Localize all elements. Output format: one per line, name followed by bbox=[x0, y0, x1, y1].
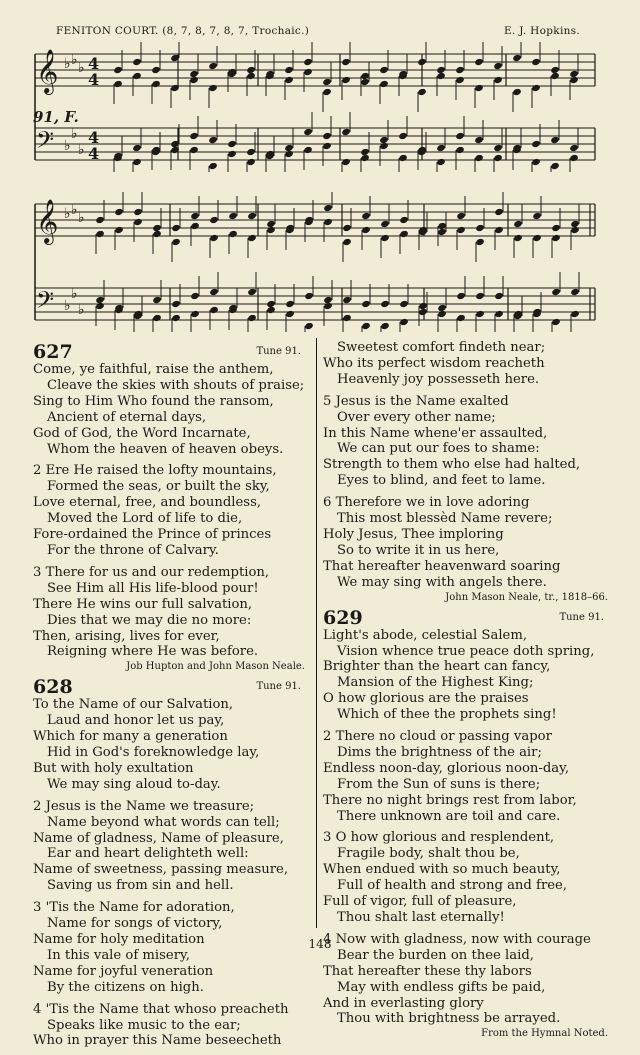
hymn-line: From the Sun of suns is there; bbox=[337, 776, 541, 792]
note-head bbox=[284, 66, 294, 74]
music-staff-svg bbox=[30, 42, 600, 172]
note-head bbox=[455, 66, 465, 74]
note-head bbox=[132, 144, 142, 152]
hymn-line: Which of thee the prophets sing! bbox=[337, 707, 557, 723]
note-head bbox=[361, 226, 371, 234]
hymn-line: Come, ye faithful, raise the anthem, bbox=[33, 362, 274, 377]
note-head bbox=[550, 162, 560, 170]
note-head bbox=[531, 84, 541, 92]
hymn-line: Strength to them who else had halted, bbox=[323, 457, 581, 473]
hymn-line: By the citizens on high. bbox=[47, 979, 204, 995]
note-head bbox=[152, 296, 162, 304]
note-head bbox=[361, 212, 371, 220]
note-head bbox=[227, 150, 237, 158]
bass-clef-icon: 𝄢 bbox=[36, 126, 55, 159]
note-head bbox=[570, 288, 580, 296]
note-head bbox=[399, 300, 409, 308]
note-head bbox=[379, 66, 389, 74]
note-head bbox=[228, 230, 238, 238]
note-head bbox=[512, 88, 522, 96]
time-signature-bottom: 4 bbox=[88, 70, 100, 89]
note-head bbox=[266, 306, 276, 314]
note-head bbox=[436, 144, 446, 152]
hymn-line: This most blessèd Name revere; bbox=[337, 511, 553, 527]
stanza bbox=[33, 697, 305, 792]
hymn-line: Vision whence true peace doth spring, bbox=[337, 643, 595, 659]
note-head bbox=[532, 212, 542, 220]
note-head bbox=[437, 310, 447, 318]
time-signature-bottom: 4 bbox=[88, 144, 100, 163]
note-head bbox=[551, 224, 561, 232]
hymn-line: Formed the seas, or built the sky, bbox=[47, 479, 270, 495]
bass-clef-icon: 𝄢 bbox=[36, 286, 55, 319]
hymn-line: We can put our foes to shame: bbox=[337, 441, 540, 457]
note-head bbox=[398, 132, 408, 140]
hymn-line: There He wins our full salvation, bbox=[33, 596, 253, 612]
note-head bbox=[132, 158, 142, 166]
note-head bbox=[342, 314, 352, 322]
note-head bbox=[189, 132, 199, 140]
composer-credit: E. J. Hopkins. bbox=[503, 25, 580, 37]
note-head bbox=[227, 140, 237, 148]
note-head bbox=[474, 58, 484, 66]
note-head bbox=[342, 296, 352, 304]
hymn-line: Brighter than the heart can fancy, bbox=[323, 659, 551, 675]
hymn-line: Name for joyful veneration bbox=[33, 963, 214, 979]
hymn-line: Ear and heart delighteth well: bbox=[47, 846, 249, 862]
flat-icon: ♭ bbox=[71, 126, 78, 142]
hymn-line: Cleave the skies with shouts of praise; bbox=[47, 377, 305, 393]
hymn-line: May with endless gifts be paid, bbox=[337, 979, 546, 995]
note-head bbox=[190, 212, 200, 220]
hymn-line: Full of vigor, full of pleasure, bbox=[323, 894, 517, 910]
note-head bbox=[399, 318, 409, 326]
stanza bbox=[33, 1002, 305, 1050]
note-head bbox=[455, 146, 465, 154]
note-head bbox=[171, 238, 181, 246]
note-head bbox=[380, 220, 390, 228]
note-head bbox=[285, 300, 295, 308]
hymn-line: Name of gladness, Name of pleasure, bbox=[33, 830, 284, 846]
note-head bbox=[531, 158, 541, 166]
note-head bbox=[208, 162, 218, 170]
hymn-line: Endless noon-day, glorious noon-day, bbox=[323, 760, 570, 776]
note-head bbox=[208, 136, 218, 144]
note-head bbox=[475, 238, 485, 246]
hymn-line: We may sing with angels there. bbox=[337, 574, 547, 590]
flat-icon: ♭ bbox=[78, 302, 85, 318]
column-divider bbox=[316, 338, 317, 928]
hymn-line: And in everlasting glory bbox=[323, 995, 484, 1011]
note-head bbox=[436, 158, 446, 166]
note-head bbox=[550, 136, 560, 144]
note-head bbox=[114, 208, 124, 216]
note-head bbox=[417, 58, 427, 66]
hymn-line: Holy Jesus, Thee imploring bbox=[323, 526, 504, 542]
note-head bbox=[474, 154, 484, 162]
hymn-line: We may sing aloud to-day. bbox=[47, 776, 221, 792]
hymn-line: Full of health and strong and free, bbox=[337, 878, 568, 894]
note-head bbox=[171, 224, 181, 232]
flat-icon: ♭ bbox=[64, 298, 71, 314]
stanza-continued bbox=[323, 340, 608, 388]
note-head bbox=[152, 314, 162, 322]
note-head bbox=[322, 142, 332, 150]
hymn-line: 2 Ere He raised the lofty mountains, bbox=[33, 463, 277, 479]
note-head bbox=[569, 154, 579, 162]
hymn-line: 2 Jesus is the Name we treasure; bbox=[33, 798, 255, 814]
note-head bbox=[531, 58, 541, 66]
stanza bbox=[323, 495, 608, 590]
hymn-line: O how glorious are the praises bbox=[323, 691, 529, 707]
note-head bbox=[323, 302, 333, 310]
hymn-line: Heavenly joy possesseth here. bbox=[337, 371, 540, 387]
stanza bbox=[33, 799, 305, 894]
note-head bbox=[436, 72, 446, 80]
note-head bbox=[209, 288, 219, 296]
note-head bbox=[190, 222, 200, 230]
flat-icon: ♭ bbox=[78, 210, 85, 226]
note-head bbox=[379, 80, 389, 88]
note-head bbox=[399, 230, 409, 238]
hymn-line: 6 Therefore we in love adoring bbox=[323, 495, 530, 511]
stanza bbox=[33, 565, 305, 660]
music-system-1 bbox=[30, 42, 600, 172]
note-head bbox=[398, 154, 408, 162]
stanza bbox=[323, 729, 608, 824]
note-head bbox=[151, 80, 161, 88]
hymn-line: There unknown are toil and care. bbox=[337, 808, 561, 824]
hymn-line: Eyes to blind, and feet to lame. bbox=[337, 473, 546, 489]
flat-icon: ♭ bbox=[64, 56, 71, 72]
hymn-line: That hereafter these thy labors bbox=[323, 963, 532, 979]
hymn-line: Thou with brightness be arrayed. bbox=[337, 1011, 561, 1027]
note-head bbox=[322, 132, 332, 140]
note-head bbox=[304, 292, 314, 300]
hymn-line: Thou shalt last eternally! bbox=[337, 910, 505, 925]
time-signature-top: 4 bbox=[88, 128, 100, 147]
note-head bbox=[380, 300, 390, 308]
note-head bbox=[303, 128, 313, 136]
note-head bbox=[360, 154, 370, 162]
note-head bbox=[189, 146, 199, 154]
hymn-line: Over every other name; bbox=[337, 409, 496, 425]
note-head bbox=[493, 154, 503, 162]
flat-icon: ♭ bbox=[64, 206, 71, 222]
note-head bbox=[304, 322, 314, 330]
hymn-line: So to write it in us here, bbox=[337, 542, 500, 558]
hymn-attribution: From the Hymnal Noted. bbox=[481, 1028, 608, 1040]
note-head bbox=[474, 136, 484, 144]
hymn-line: 4 'Tis the Name that whoso preacheth bbox=[33, 1001, 289, 1017]
note-head bbox=[171, 300, 181, 308]
note-head bbox=[569, 76, 579, 84]
note-head bbox=[513, 220, 523, 228]
note-head bbox=[209, 234, 219, 242]
note-head bbox=[209, 306, 219, 314]
hymn-line: Fore-ordained the Prince of princes bbox=[33, 527, 272, 543]
hymn-line: That hereafter heavenward soaring bbox=[323, 558, 561, 574]
note-head bbox=[152, 230, 162, 238]
note-head bbox=[570, 226, 580, 234]
note-head bbox=[570, 310, 580, 318]
hymn-number: 629 bbox=[323, 606, 363, 629]
hymn-line: Name for holy meditation bbox=[33, 932, 205, 947]
stanza bbox=[33, 463, 305, 558]
note-head bbox=[189, 76, 199, 84]
hymn-line: See Him all His life-blood pour! bbox=[47, 580, 259, 596]
note-head bbox=[190, 292, 200, 300]
note-head bbox=[494, 208, 504, 216]
stanza bbox=[323, 628, 608, 723]
note-head bbox=[513, 234, 523, 242]
hymn-line: 2 There no cloud or passing vapor bbox=[323, 729, 552, 745]
tune-reference: Tune 91. bbox=[256, 346, 301, 358]
hymn-line: Light's abode, celestial Salem, bbox=[323, 627, 528, 643]
note-head bbox=[133, 218, 143, 226]
note-head bbox=[95, 216, 105, 224]
hymn-line: Name of sweetness, passing measure, bbox=[33, 862, 289, 878]
stanza bbox=[323, 394, 608, 489]
note-head bbox=[474, 84, 484, 92]
note-head bbox=[456, 226, 466, 234]
hymn-line: Name beyond what words can tell; bbox=[47, 814, 280, 830]
flat-icon: ♭ bbox=[71, 202, 78, 218]
note-head bbox=[209, 216, 219, 224]
hymn-line: Then, arising, lives for ever, bbox=[33, 628, 220, 644]
stanza bbox=[323, 830, 608, 925]
note-head bbox=[550, 72, 560, 80]
hymn-line: Who its perfect wisdom reacheth bbox=[323, 355, 545, 371]
note-head bbox=[247, 288, 257, 296]
hymn-line: Mansion of the Highest King; bbox=[337, 675, 534, 691]
note-head bbox=[247, 314, 257, 322]
note-head bbox=[303, 146, 313, 154]
hymn-number: 628 bbox=[33, 676, 73, 699]
note-head bbox=[494, 310, 504, 318]
note-head bbox=[151, 66, 161, 74]
hymn-line: When endued with so much beauty, bbox=[323, 862, 561, 878]
hymn-attribution: Job Hupton and John Mason Neale. bbox=[126, 661, 305, 673]
note-head bbox=[493, 76, 503, 84]
hymn-line: Sing to Him Who found the ransom, bbox=[33, 393, 274, 409]
note-head bbox=[531, 140, 541, 148]
flat-icon: ♭ bbox=[64, 138, 71, 154]
hymn-line: Bear the burden on thee laid, bbox=[337, 947, 534, 963]
note-head bbox=[284, 76, 294, 84]
note-head bbox=[113, 80, 123, 88]
note-head bbox=[114, 226, 124, 234]
hymn-line: In this Name whene'er assaulted, bbox=[323, 425, 548, 441]
note-head bbox=[399, 216, 409, 224]
note-head bbox=[418, 302, 428, 310]
hymn-line: Which for many a generation bbox=[33, 729, 228, 745]
note-head bbox=[303, 58, 313, 66]
note-head bbox=[133, 208, 143, 216]
hymn-line: Reigning where He was before. bbox=[47, 644, 259, 660]
note-head bbox=[532, 234, 542, 242]
hymn-line: Who in prayer this Name beseecheth bbox=[33, 1033, 282, 1049]
tune-key-label: 91, F. bbox=[33, 108, 79, 126]
note-head bbox=[341, 128, 351, 136]
stanza bbox=[33, 362, 305, 457]
note-head bbox=[303, 68, 313, 76]
note-head bbox=[551, 288, 561, 296]
hymn-line: Whom the heaven of heaven obeys. bbox=[47, 441, 284, 457]
note-head bbox=[569, 144, 579, 152]
note-head bbox=[247, 234, 257, 242]
note-head bbox=[322, 88, 332, 96]
tune-reference: Tune 91. bbox=[559, 611, 604, 623]
note-head bbox=[323, 218, 333, 226]
note-head bbox=[247, 212, 257, 220]
note-head bbox=[494, 226, 504, 234]
note-head bbox=[285, 310, 295, 318]
note-head bbox=[455, 76, 465, 84]
note-head bbox=[208, 84, 218, 92]
note-head bbox=[512, 54, 522, 62]
note-head bbox=[494, 292, 504, 300]
flat-icon: ♭ bbox=[78, 142, 85, 158]
note-head bbox=[228, 212, 238, 220]
note-head bbox=[246, 158, 256, 166]
hymn-line: Laud and honor let us pay, bbox=[47, 713, 225, 729]
note-head bbox=[417, 88, 427, 96]
hymn-line: There no night brings rest from labor, bbox=[323, 792, 577, 808]
note-head bbox=[190, 310, 200, 318]
hymn-attribution: John Mason Neale, tr., 1818–66. bbox=[445, 591, 608, 603]
hymn-line: To the Name of our Salvation, bbox=[33, 697, 234, 713]
flat-icon: ♭ bbox=[71, 52, 78, 68]
hymn-line: 3 O how glorious and resplendent, bbox=[323, 830, 555, 846]
hymn-line: Saving us from sin and hell. bbox=[47, 878, 234, 894]
note-head bbox=[246, 72, 256, 80]
tune-header: FENITON COURT. (8, 7, 8, 7, 8, 7, Trochaic.) bbox=[56, 25, 310, 37]
note-head bbox=[323, 204, 333, 212]
note-head bbox=[551, 234, 561, 242]
flat-icon: ♭ bbox=[78, 60, 85, 76]
hymn-line: 4 Now with gladness, now with courage bbox=[323, 931, 591, 947]
note-head bbox=[171, 314, 181, 322]
note-head bbox=[95, 230, 105, 238]
hymn-line: 3 There for us and our redemption, bbox=[33, 564, 270, 580]
hymn-line: Dies that we may die no more: bbox=[47, 612, 252, 628]
hymn-line: For the throne of Calvary. bbox=[47, 542, 219, 558]
hymn-line: But with holy exultation bbox=[33, 760, 194, 776]
note-head bbox=[551, 318, 561, 326]
note-head bbox=[342, 224, 352, 232]
hymn-line: Ancient of eternal days, bbox=[47, 409, 207, 425]
time-signature-top: 4 bbox=[88, 54, 100, 73]
hymn-line: 5 Jesus is the Name exalted bbox=[323, 393, 509, 409]
note-head bbox=[341, 76, 351, 84]
tune-reference: Tune 91. bbox=[256, 681, 301, 693]
note-head bbox=[342, 238, 352, 246]
treble-clef-icon: 𝄞 bbox=[36, 199, 59, 243]
page-number: 148 bbox=[308, 937, 332, 951]
note-head bbox=[322, 78, 332, 86]
note-head bbox=[341, 158, 351, 166]
note-head bbox=[360, 72, 370, 80]
note-head bbox=[493, 62, 503, 70]
note-head bbox=[284, 150, 294, 158]
note-head bbox=[455, 132, 465, 140]
note-head bbox=[246, 148, 256, 156]
note-head bbox=[475, 224, 485, 232]
note-head bbox=[493, 144, 503, 152]
note-head bbox=[341, 58, 351, 66]
note-head bbox=[132, 72, 142, 80]
hymn-line: 3 'Tis the Name for adoration, bbox=[33, 900, 235, 916]
hymn-line: Moved the Lord of life to die, bbox=[47, 511, 243, 527]
note-head bbox=[361, 322, 371, 330]
hymn-line: Sweetest comfort findeth near; bbox=[337, 340, 546, 355]
hymn-line: In this vale of misery, bbox=[47, 947, 190, 963]
music-system-2 bbox=[30, 192, 600, 332]
note-head bbox=[95, 302, 105, 310]
hymn-number: 627 bbox=[33, 341, 73, 363]
hymn-line: Dims the brightness of the air; bbox=[337, 744, 542, 760]
hymn-line: Speaks like music to the ear; bbox=[47, 1017, 241, 1033]
hymn-line: Fragile body, shalt thou be, bbox=[337, 846, 520, 862]
note-head bbox=[456, 314, 466, 322]
note-head bbox=[437, 222, 447, 230]
note-head bbox=[208, 62, 218, 70]
note-head bbox=[266, 226, 276, 234]
note-head bbox=[113, 66, 123, 74]
note-head bbox=[380, 234, 390, 242]
note-head bbox=[475, 292, 485, 300]
treble-clef-icon: 𝄞 bbox=[36, 49, 59, 93]
note-head bbox=[380, 322, 390, 330]
music-staff-svg bbox=[30, 192, 600, 332]
hymn-line: Love eternal, free, and boundless, bbox=[33, 495, 262, 511]
flat-icon: ♭ bbox=[71, 286, 78, 302]
note-head bbox=[361, 300, 371, 308]
hymn-line: God of God, the Word Incarnate, bbox=[33, 425, 251, 441]
hymn-line: Hid in God's foreknowledge lay, bbox=[47, 745, 260, 761]
note-head bbox=[132, 58, 142, 66]
note-head bbox=[456, 212, 466, 220]
hymn-line: Name for songs of victory, bbox=[47, 916, 223, 932]
note-head bbox=[456, 292, 466, 300]
note-head bbox=[379, 142, 389, 150]
note-head bbox=[475, 310, 485, 318]
